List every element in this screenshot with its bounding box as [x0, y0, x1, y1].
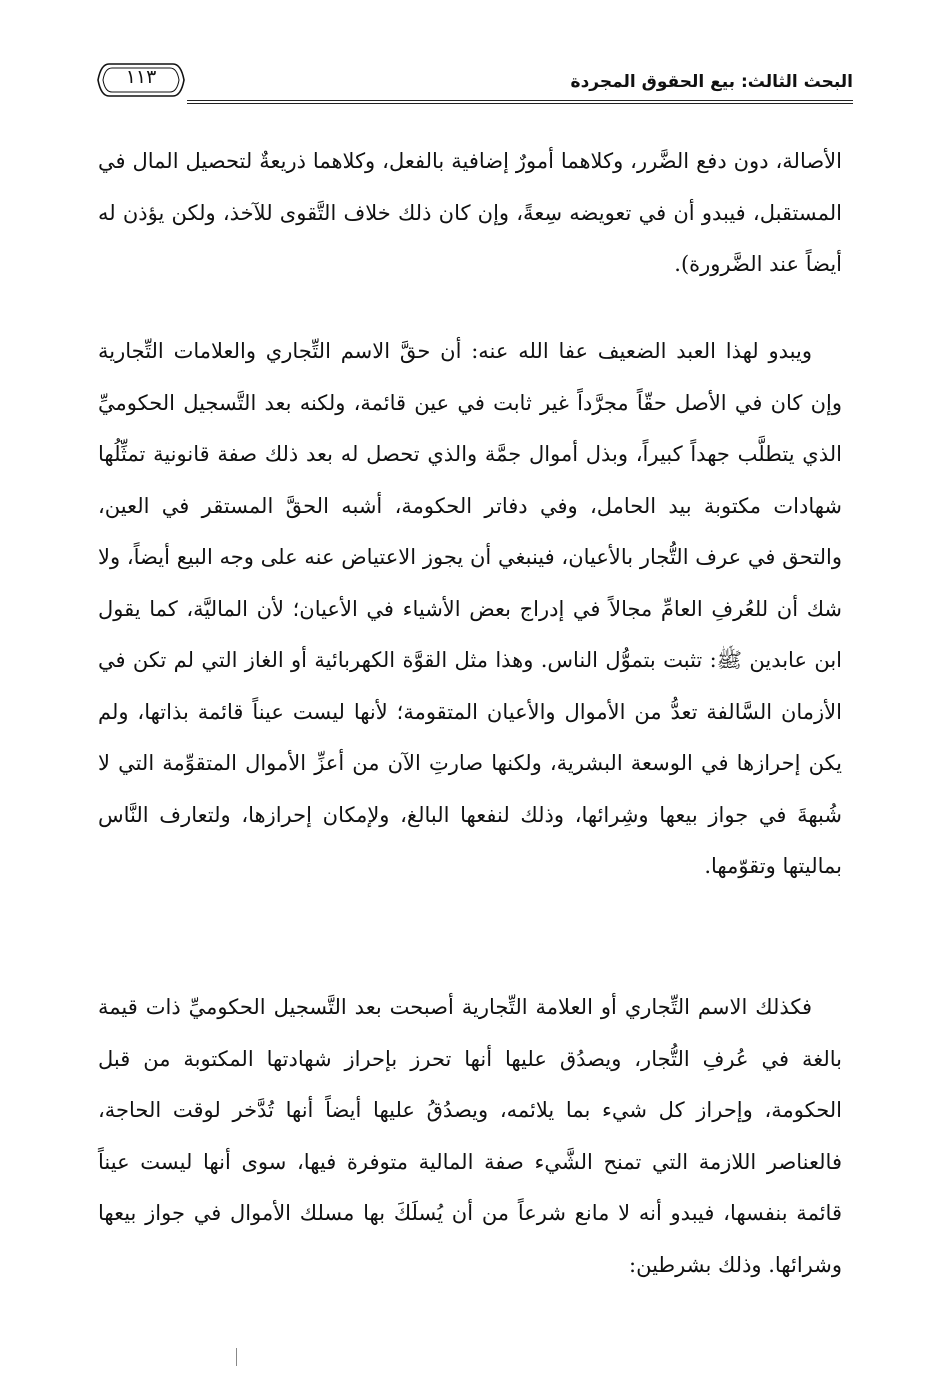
paragraph-1-text: الأصالة، دون دفع الضَّرر، وكلاهما أمورٌ إضافية بالفعل، وكلاهما ذريعةٌ لتحصيل المال في المستقبل، فيبدو أن في تعويضه سِعةً، وإن كان ذلك خلاف التَّقوى للآخذ، ولكن يؤذن له أيضاً عند الضَّرورة).	[98, 149, 842, 276]
paragraph-1	[98, 136, 842, 291]
paragraph-2-text: ويبدو لهذا العبد الضعيف عفا الله عنه: أن حقَّ الاسم التِّجاري والعلامات التِّجارية وإن كان في الأصل حقّاً مجرَّداً غير ثابت في عين قائمة، ولكنه بعد التَّسجيل الحكوميِّ الذي يتطلَّب جهداً كبيراً، وبذل أموال جمَّة والذي تحصل له بعد ذلك صفة قانونية تمثِّلُها شهادات مكتوبة بيد الحامل، وفي دفاتر الحكومة، أشبه الحقَّ المستقر في العين، والتحق في عرف التُّجار بالأعيان، فينبغي أن يجوز الاعتياض عنه على وجه البيع أيضاً، ولا شك أن للعُرفِ العامِّ مجالاً في إدراج بعض الأشياء في الأعيان؛ لأن الماليَّة، كما يقول ابن عابدين ﷺ: تثبت بتموُّل الناس. وهذا مثل القوَّة الكهربائية أو الغاز التي لم تكن في الأزمان السَّالفة تعدُّ من الأموال والأعيان المتقومة؛ لأنها ليست عيناً قائمة بذاتها، ولم يكن إحرازها في الوسعة البشرية، ولكنها صارتِ الآن من أعزِّ الأموال المتقوِّمة التي لا شُبهةَ في جواز بيعها وشِرائها، وذلك لنفعها البالغ، ولإمكان إحرازها، ولتعارف النَّاس بماليتها وتقوّمها.	[98, 339, 842, 878]
running-title: البحث الثالث: بيع الحقوق المجردة	[570, 72, 853, 92]
paragraph-3-text: فكذلك الاسم التِّجاري أو العلامة التِّجارية أصبحت بعد التَّسجيل الحكوميِّ ذات قيمة بالغة في عُرفِ التُّجار، ويصدُق عليها أنها تحرز بإحراز شهادتها المكتوبة من قبل الحكومة، وإحراز كل شيء بما يلائمه، ويصدُقُ عليها أيضاً أنها تُدَّخر لوقت الحاجة، فالعناصر اللازمة التي تمنح الشَّيء صفة المالية متوفرة فيها، سوى أنها ليست عيناً قائمة بنفسها، فيبدو أنه لا مانع شرعاً من أن يُسلَكَ بها مسلك الأموال في جواز بيعها وشرائها. وذلك بشرطين:	[98, 995, 842, 1277]
paragraph-2	[98, 326, 842, 893]
page-number-badge	[95, 58, 187, 102]
page-number: ١١٣	[125, 66, 157, 88]
page-header	[95, 58, 853, 108]
header-rule	[187, 100, 853, 104]
paragraph-3	[98, 982, 842, 1291]
footer-mark	[236, 1348, 237, 1366]
